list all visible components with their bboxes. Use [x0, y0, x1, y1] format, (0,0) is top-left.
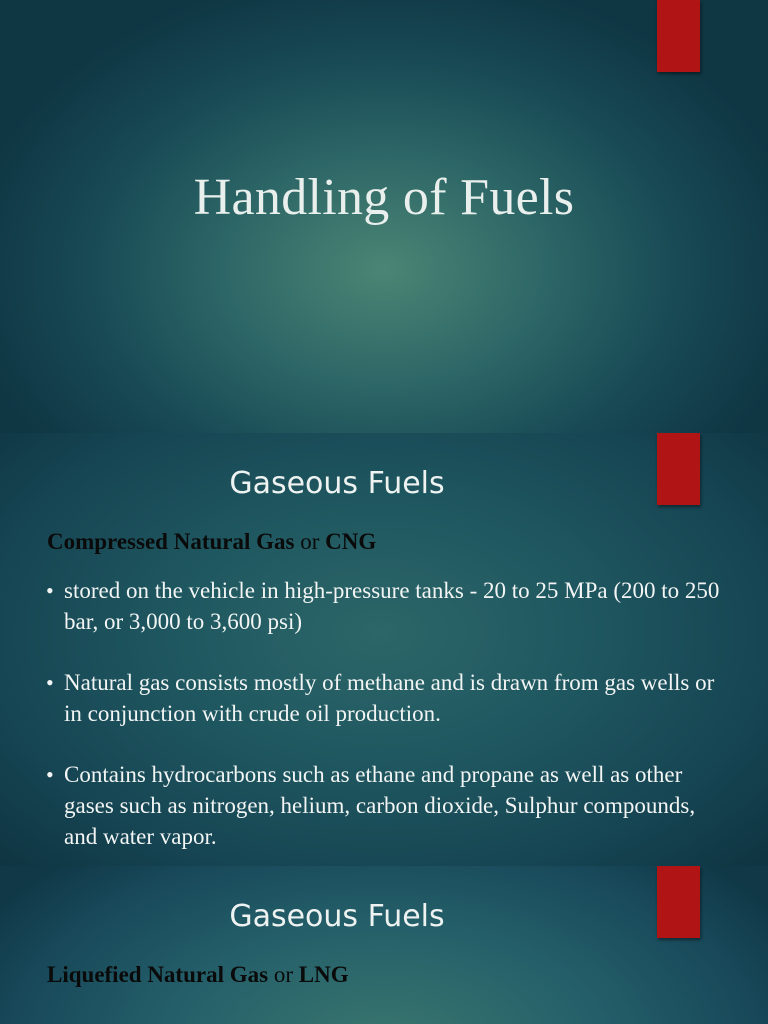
slide-1	[0, 0, 768, 433]
bullet-list	[46, 575, 726, 866]
slide-heading: Gaseous Fuels	[229, 466, 445, 501]
slide-2	[0, 433, 768, 866]
bullet-item	[46, 759, 726, 852]
subhead-connector: or	[273, 962, 293, 987]
slide-title: Handling of Fuels	[193, 169, 575, 226]
slide-heading: Gaseous Fuels	[229, 899, 445, 934]
slide-subheading	[47, 529, 376, 555]
subhead-term: Liquefied Natural Gas	[47, 962, 269, 987]
subhead-connector: or	[300, 529, 320, 554]
subhead-term: Compressed Natural Gas	[47, 529, 295, 554]
bullet-icon: •	[46, 670, 54, 695]
bullet-text: stored on the vehicle in high-pressure tanks - 20 to 25 MPa (200 to 250 bar, or 3,000 to 3,600 psi)	[64, 578, 720, 634]
bullet-item	[46, 575, 726, 637]
bullet-text: Contains hydrocarbons such as ethane and propane as well as other gases such as nitrogen, helium, carbon dioxide, Sulphur compounds, and water vapor.	[64, 762, 696, 849]
bullet-icon: •	[46, 578, 54, 603]
red-accent-tab	[657, 0, 700, 72]
bullet-icon: •	[46, 762, 54, 787]
bullet-text: Natural gas consists mostly of methane and is drawn from gas wells or in conjunction with crude oil production.	[64, 670, 715, 726]
subhead-abbreviation: CNG	[325, 529, 377, 554]
slide-3	[0, 866, 768, 1024]
subhead-abbreviation: LNG	[298, 962, 349, 987]
slide-subheading	[47, 962, 349, 988]
bullet-item	[46, 667, 726, 729]
